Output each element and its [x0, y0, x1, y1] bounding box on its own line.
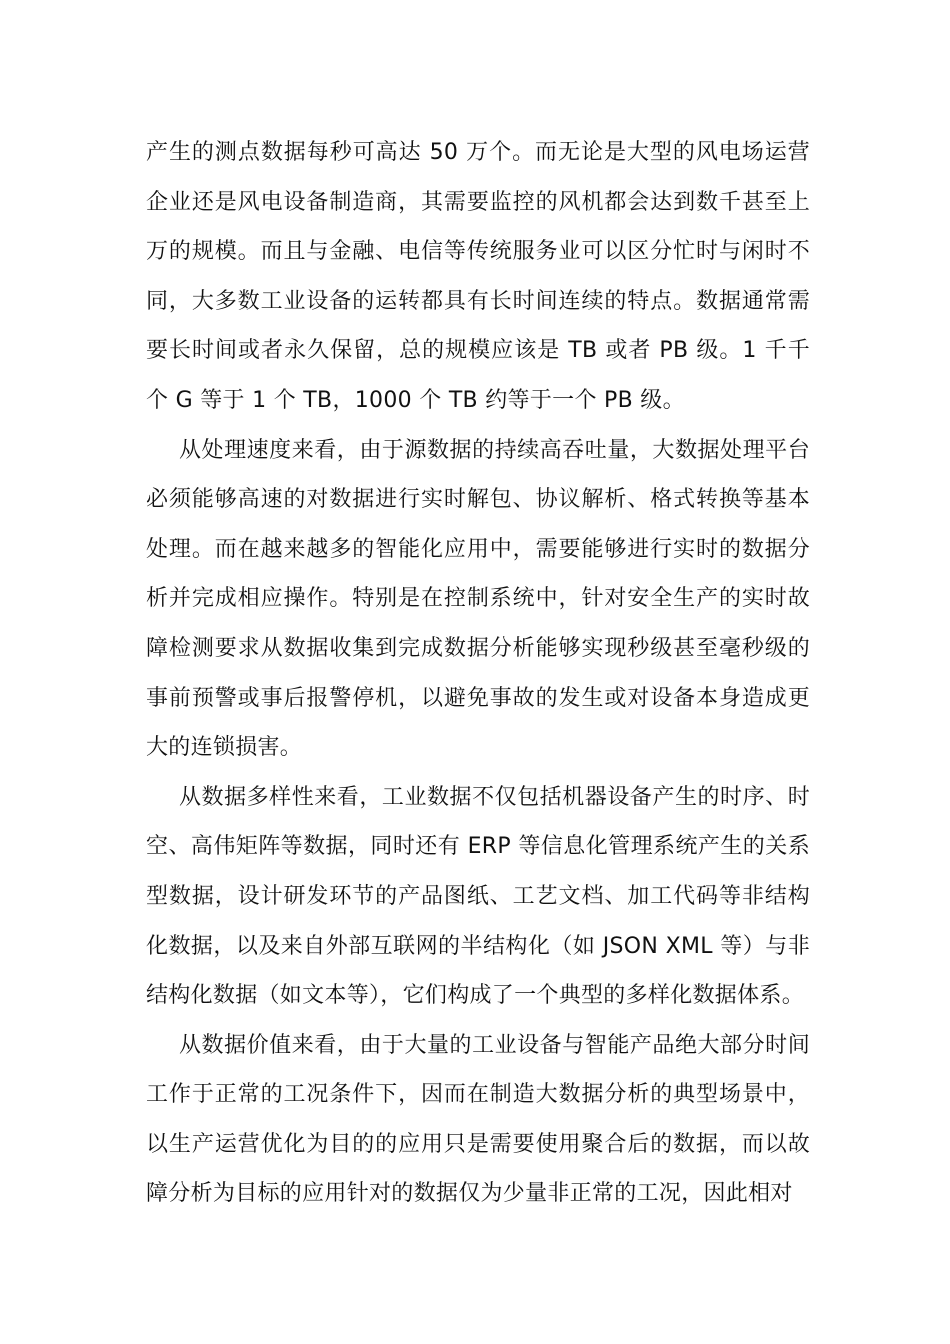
- paragraph-data-value: 从数据价值来看，由于大量的工业设备与智能产品绝大部分时间工作于正常的工况条件下，因而在制造大数据分析的典型场景中，以生产运营优化为目的的应用只是需要使用聚合后的数据，而以故障分析为目标的应用针对的数据仅为少量非正常的工况，因此相对: [146, 1032, 810, 1207]
- document-body: [146, 128, 810, 1219]
- paragraph-processing-speed: 从处理速度来看，由于源数据的持续高吞吐量，大数据处理平台必须能够高速的对数据进行实时解包、协议解析、格式转换等基本处理。而在越来越多的智能化应用中，需要能够进行实时的数据分析并完成相应操作。特别是在控制系统中，针对安全生产的实时故障检测要求从数据收集到完成数据分析能够实现秒级甚至毫秒级的事前预警或事后报警停机，以避免事故的发生或对设备本身造成更大的连锁损害。: [146, 437, 810, 761]
- paragraph-data-variety: 从数据多样性来看，工业数据不仅包括机器设备产生的时序、时空、高伟矩阵等数据，同时还有 ERP 等信息化管理系统产生的关系型数据，设计研发环节的产品图纸、工艺文档、加工代码等非结构化数据，以及来自外部互联网的半结构化（如 JSON XML 等）与非结构化数据（如文本等），它们构成了一个典型的多样化数据体系。: [146, 784, 810, 1009]
- paragraph-data-scale: 产生的测点数据每秒可高达 50 万个。而无论是大型的风电场运营企业还是风电设备制造商，其需要监控的风机都会达到数千甚至上万的规模。而且与金融、电信等传统服务业可以区分忙时与闲时不同，大多数工业设备的运转都具有长时间连续的特点。数据通常需要长时间或者永久保留，总的规模应该是 TB 或者 PB 级。1 千千个 G 等于 1 个 TB，1000 个 TB 约等于一个 PB 级。: [146, 140, 810, 413]
